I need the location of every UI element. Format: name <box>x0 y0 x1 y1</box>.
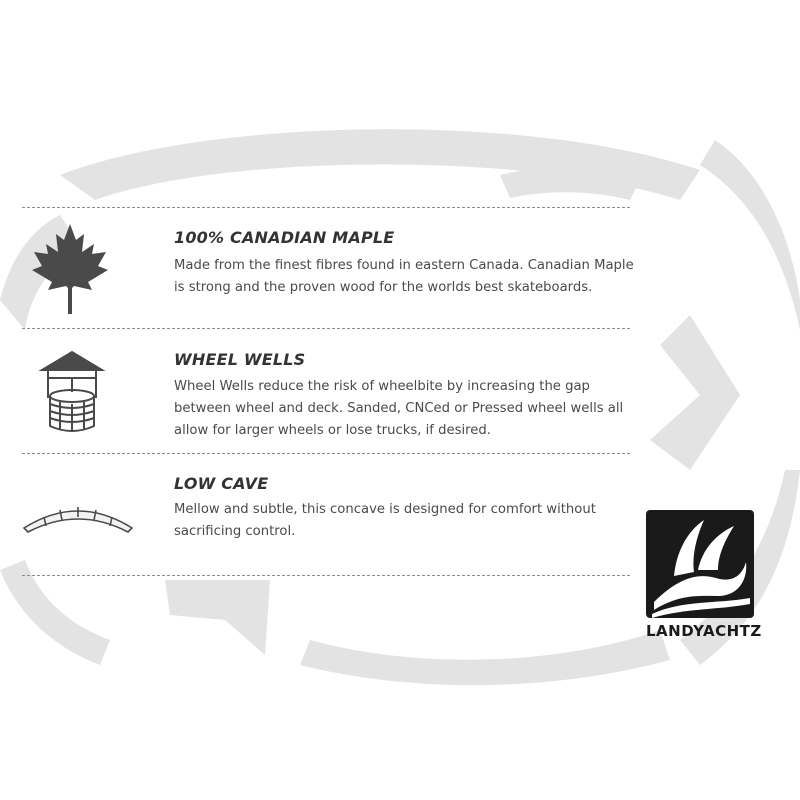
concave-deck-icon <box>22 500 134 534</box>
feature-description: Wheel Wells reduce the risk of wheelbite by increasing the gap between wheel and deck. Sanded, CNCed or Pressed wheel wells all allow for larger wheels or lose trucks, if desired. <box>174 379 624 438</box>
logo-wave-icon <box>646 510 754 618</box>
maple-leaf-icon <box>30 222 110 316</box>
divider-bottom <box>22 575 630 576</box>
feature-title: 100% CANADIAN MAPLE <box>174 228 395 247</box>
divider-2 <box>22 453 630 454</box>
feature-description: Mellow and subtle, this concave is designed for comfort without sacrificing control. <box>174 502 596 539</box>
divider-1 <box>22 328 630 329</box>
divider-top <box>22 207 630 208</box>
wheel-well-icon <box>38 348 106 434</box>
feature-description: Made from the finest fibres found in eastern Canada. Canadian Maple is strong and the proven wood for the worlds best skateboards. <box>174 258 634 295</box>
landyachtz-logo <box>646 510 762 640</box>
feature-title: WHEEL WELLS <box>174 350 306 369</box>
logo-mark <box>646 510 754 618</box>
feature-title: LOW CAVE <box>174 474 269 493</box>
logo-text: LANDYACHTZ <box>646 622 762 640</box>
